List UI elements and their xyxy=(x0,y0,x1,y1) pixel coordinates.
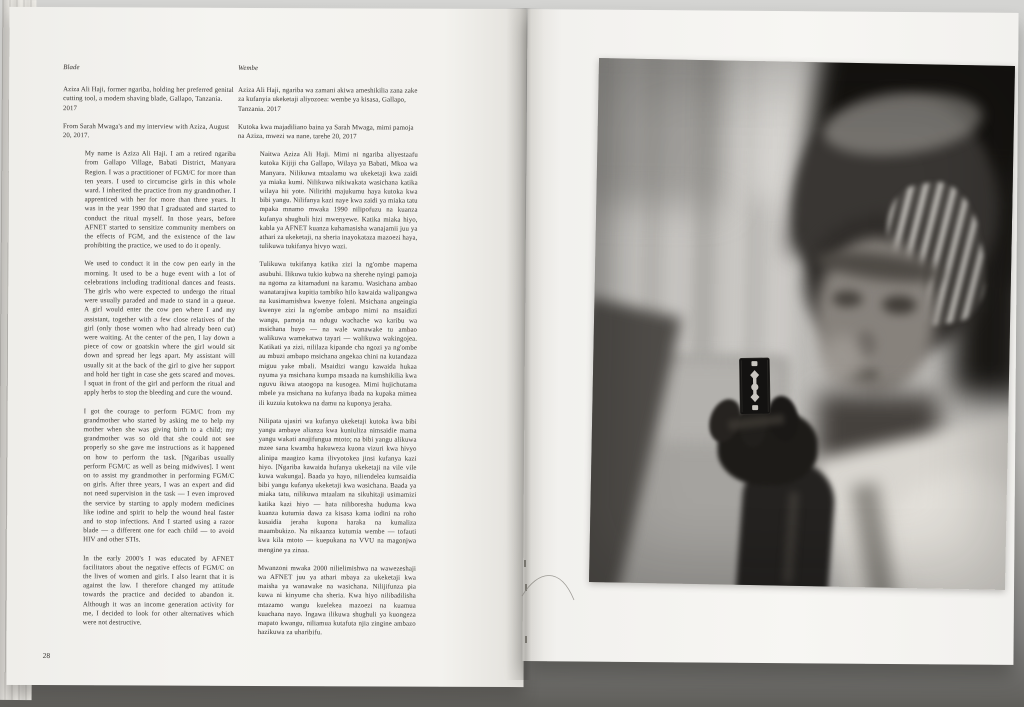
page-number: 28 xyxy=(42,651,51,661)
column-swahili xyxy=(236,64,419,647)
interview-paragraph: We used to conduct it in the cow pen early in the morning. It used to be a huge event with a lot of celebrations including traditional dances and feasts. The girls who were expected to undergo the ritual were usually paraded and made to stand in a queue. A girl would enter the cow pen where I and my assistant, together with a few close relatives of the girl (only those women who had already been cut) were waiting. At the center of the pen, I lay down a piece of cow or goatskin where the girl would sit down and spread her legs apart. My assistant will usually sit at the back of the girl to give her support and hold her tight in case she gets scared and moves. I squat in front of the girl and perform the ritual and apply herbs to stop the bleeding and cure the wound. xyxy=(83,260,236,398)
photo-aziza-holding-blade xyxy=(589,58,1015,590)
interview-quote-english xyxy=(83,149,236,628)
photo-vignette xyxy=(589,58,1015,590)
binding-stitch xyxy=(525,636,527,643)
interview-paragraph: Naitwa Aziza Ali Haji. Mimi ni ngariba aliyestaafu kutoka Kijiji cha Gallapo, Wilaya ya Babati, Mkoa wa Manyara. Nilikuwa mtaalamu wa ukeketaji kwa zaidi ya miaka kumi. Nilikuwa nikiwakata wasichana katika wilaya hii yote. Nilirithi majukumu haya kutoka kwa bibi yangu. Nilifanya kazi naye kwa zaidi ya miaka tatu mpaka mnamo mwaka 1990 nilipofuzu na kuanza kufanya shughuli hizi mwenyewe. Katika miaka hiyo, kabla ya AFNET kuanza kuhamasisha wanajamii juu ya athari za ukeketaji, na sheria inayokataza mazoezi haya, tulikuwa tukifanya hivyo wazi. xyxy=(259,151,418,251)
interview-paragraph: Mwanzoni mwaka 2000 nilielimishwa na wawezeshaji wa AFNET juu ya athari mbaya za ukeketaji kwa maisha ya wanawake na wasichana. Nilijifunza pia kuwa ni kinyume cha sheria. Kwa hiyo nilibadilisha mtazamo wangu kuelekea mazoezi na kuamua kuachana nayo. Ingawa ilikuwa shughuli ya kuongeza mapato kwangu, niliamua kutafuta njia zingine ambazo hazikuwa za uharibifu. xyxy=(257,564,417,637)
column-english xyxy=(61,63,236,637)
interview-paragraph: My name is Aziza Ali Haji. I am a retired ngariba from Gallapo Village, Babati District, Manyara Region. I was a practitioner of FGM/C for more than ten years. I used to circumcise girls in this whole ward. I inherited the practice from my grandmother. I apprenticed with her for more than three years. It was in the year 1990 that I graduated and started to conduct the ritual myself. In those years, before AFNET started to sensitize community members on the effects of FGM, and the existence of the law prohibiting the practice, we used to do it openly. xyxy=(84,150,236,251)
interview-source-english: From Sarah Mwaga's and my interview with Aziza, August 20, 2017. xyxy=(62,122,230,140)
photo-caption-swahili: Aziza Ali Haji, ngariba wa zamani akiwa ameshikilia zana zake za kufanyia ukeketaji aliyozoea: wembe ya kisasa, Gallapo, Tanzania. 2017 xyxy=(238,87,418,113)
interview-paragraph: Nilipata ujasiri wa kufanya ukeketaji kutoka kwa bibi yangu ambaye alianza kwa kuniuliza nimsaidie mama yangu wakati anajifungua mtoto; na bibi yangu alikuwa mzee sana kwamba hakuweza kuona vizuri kwa hivyo alinipa maagizo kama ilivyotokea jinsi kufanya kazi hiyo. [Ngariba kawaida hufanya ukeketaji na vile vile kuwa wakunga]. Baada ya hayo, niliendelea kumsaidia bibi yangu kufanya ukeketaji kwa wasichana. Baada ya miaka tatu, nilikuwa mtaalam na sikuhitaji usimamizi katika kazi hiyo — hata niliboresha huduma kwa kuanza kutumia dawa za kisasa kama iodini na roho kusaidia jeraha kupona haraka na kumaliza maambukizo. Na nikaanza kutumia wembe — tofauti kwa kila mtoto — kuepukana na VVU na magonjwa mengine ya zinaa. xyxy=(258,417,417,554)
interview-quote-swahili xyxy=(258,150,418,638)
section-header-swahili: Wembe xyxy=(238,64,259,72)
stray-hair-thread xyxy=(516,556,596,616)
interview-paragraph: Tulikuwa tukifanya katika zizi la ng'ombe mapema asubuhi. Ilikuwa tukio kubwa na sherehe nyingi pamoja na ngoma za kitamaduni na karamu. Wasichana ambao wanatarajiwa kupitia tambiko hilo kawaida walipangwa na kusimamishwa kwenye foleni. Msichana angeingia kwenye zizi la ng'ombe ambapo mimi na msaidizi wangu, pamoja na ndugu wachache wa karibu wa msichana huyo — na wale wanawake tu ambao walikuwa wamekatwa tayari — walikuwa wakingojea. Katikati ya zizi, nililaza kipande cha ngozi ya ng'ombe au mbuzi ambapo msichana angekaa chini na kutandaza miguu yake mbali. Msaidizi wangu kawaida hukaa nyuma ya msichana kumpa msaada na kumshikilia kwa nguvu ikiwa ataogopa na kusogea. Mimi hujichutama mbele ya msichana na kufanya ibada na kupaka mimea ili kuzuia kutokwa na damu na kuponya jeraha. xyxy=(258,261,418,408)
interview-source-swahili: Kutoka kwa majadiliano baina ya Sarah Mwaga, mimi pamoja na Aziza, mwezi wa nane, tarehe 20, 2017 xyxy=(237,123,414,141)
section-header-english: Blade xyxy=(63,64,80,72)
interview-paragraph: I got the courage to perform FGM/C from my grandmother who started by asking me to help my mother when she was giving birth to a child; my grandmother was so old that she could not see properly so she gave me instructions as it happened on how to perform the task. [Ngaribas usually perform FGM/C as well as being midwives]. I went on to assist my grandmother in performing FGM/C on girls. After three years, I was an expert and did not need supervision in the task — I even improved the service by starting to apply modern medicines like iodine and spirit to help the wound heal faster and to stop infections. And I started using a razor blade — a different one for each child — to avoid HIV and other STIs. xyxy=(83,407,235,544)
left-page xyxy=(7,7,527,687)
interview-paragraph: In the early 2000's I was educated by AFNET facilitators about the negative effects of FGM/C on the lives of women and girls. I also learnt that it is against the law. I therefore changed my attitude towards the practice and decided to abandon it. Although it was an income generation activity for me, I decided to look for other alternatives which were not destructive. xyxy=(82,554,235,627)
photo-caption-english: Aziza Ali Haji, former ngariba, holding her preferred genital cutting tool, a modern shaving blade, Gallapo, Tanzania. 2017 xyxy=(63,86,234,112)
